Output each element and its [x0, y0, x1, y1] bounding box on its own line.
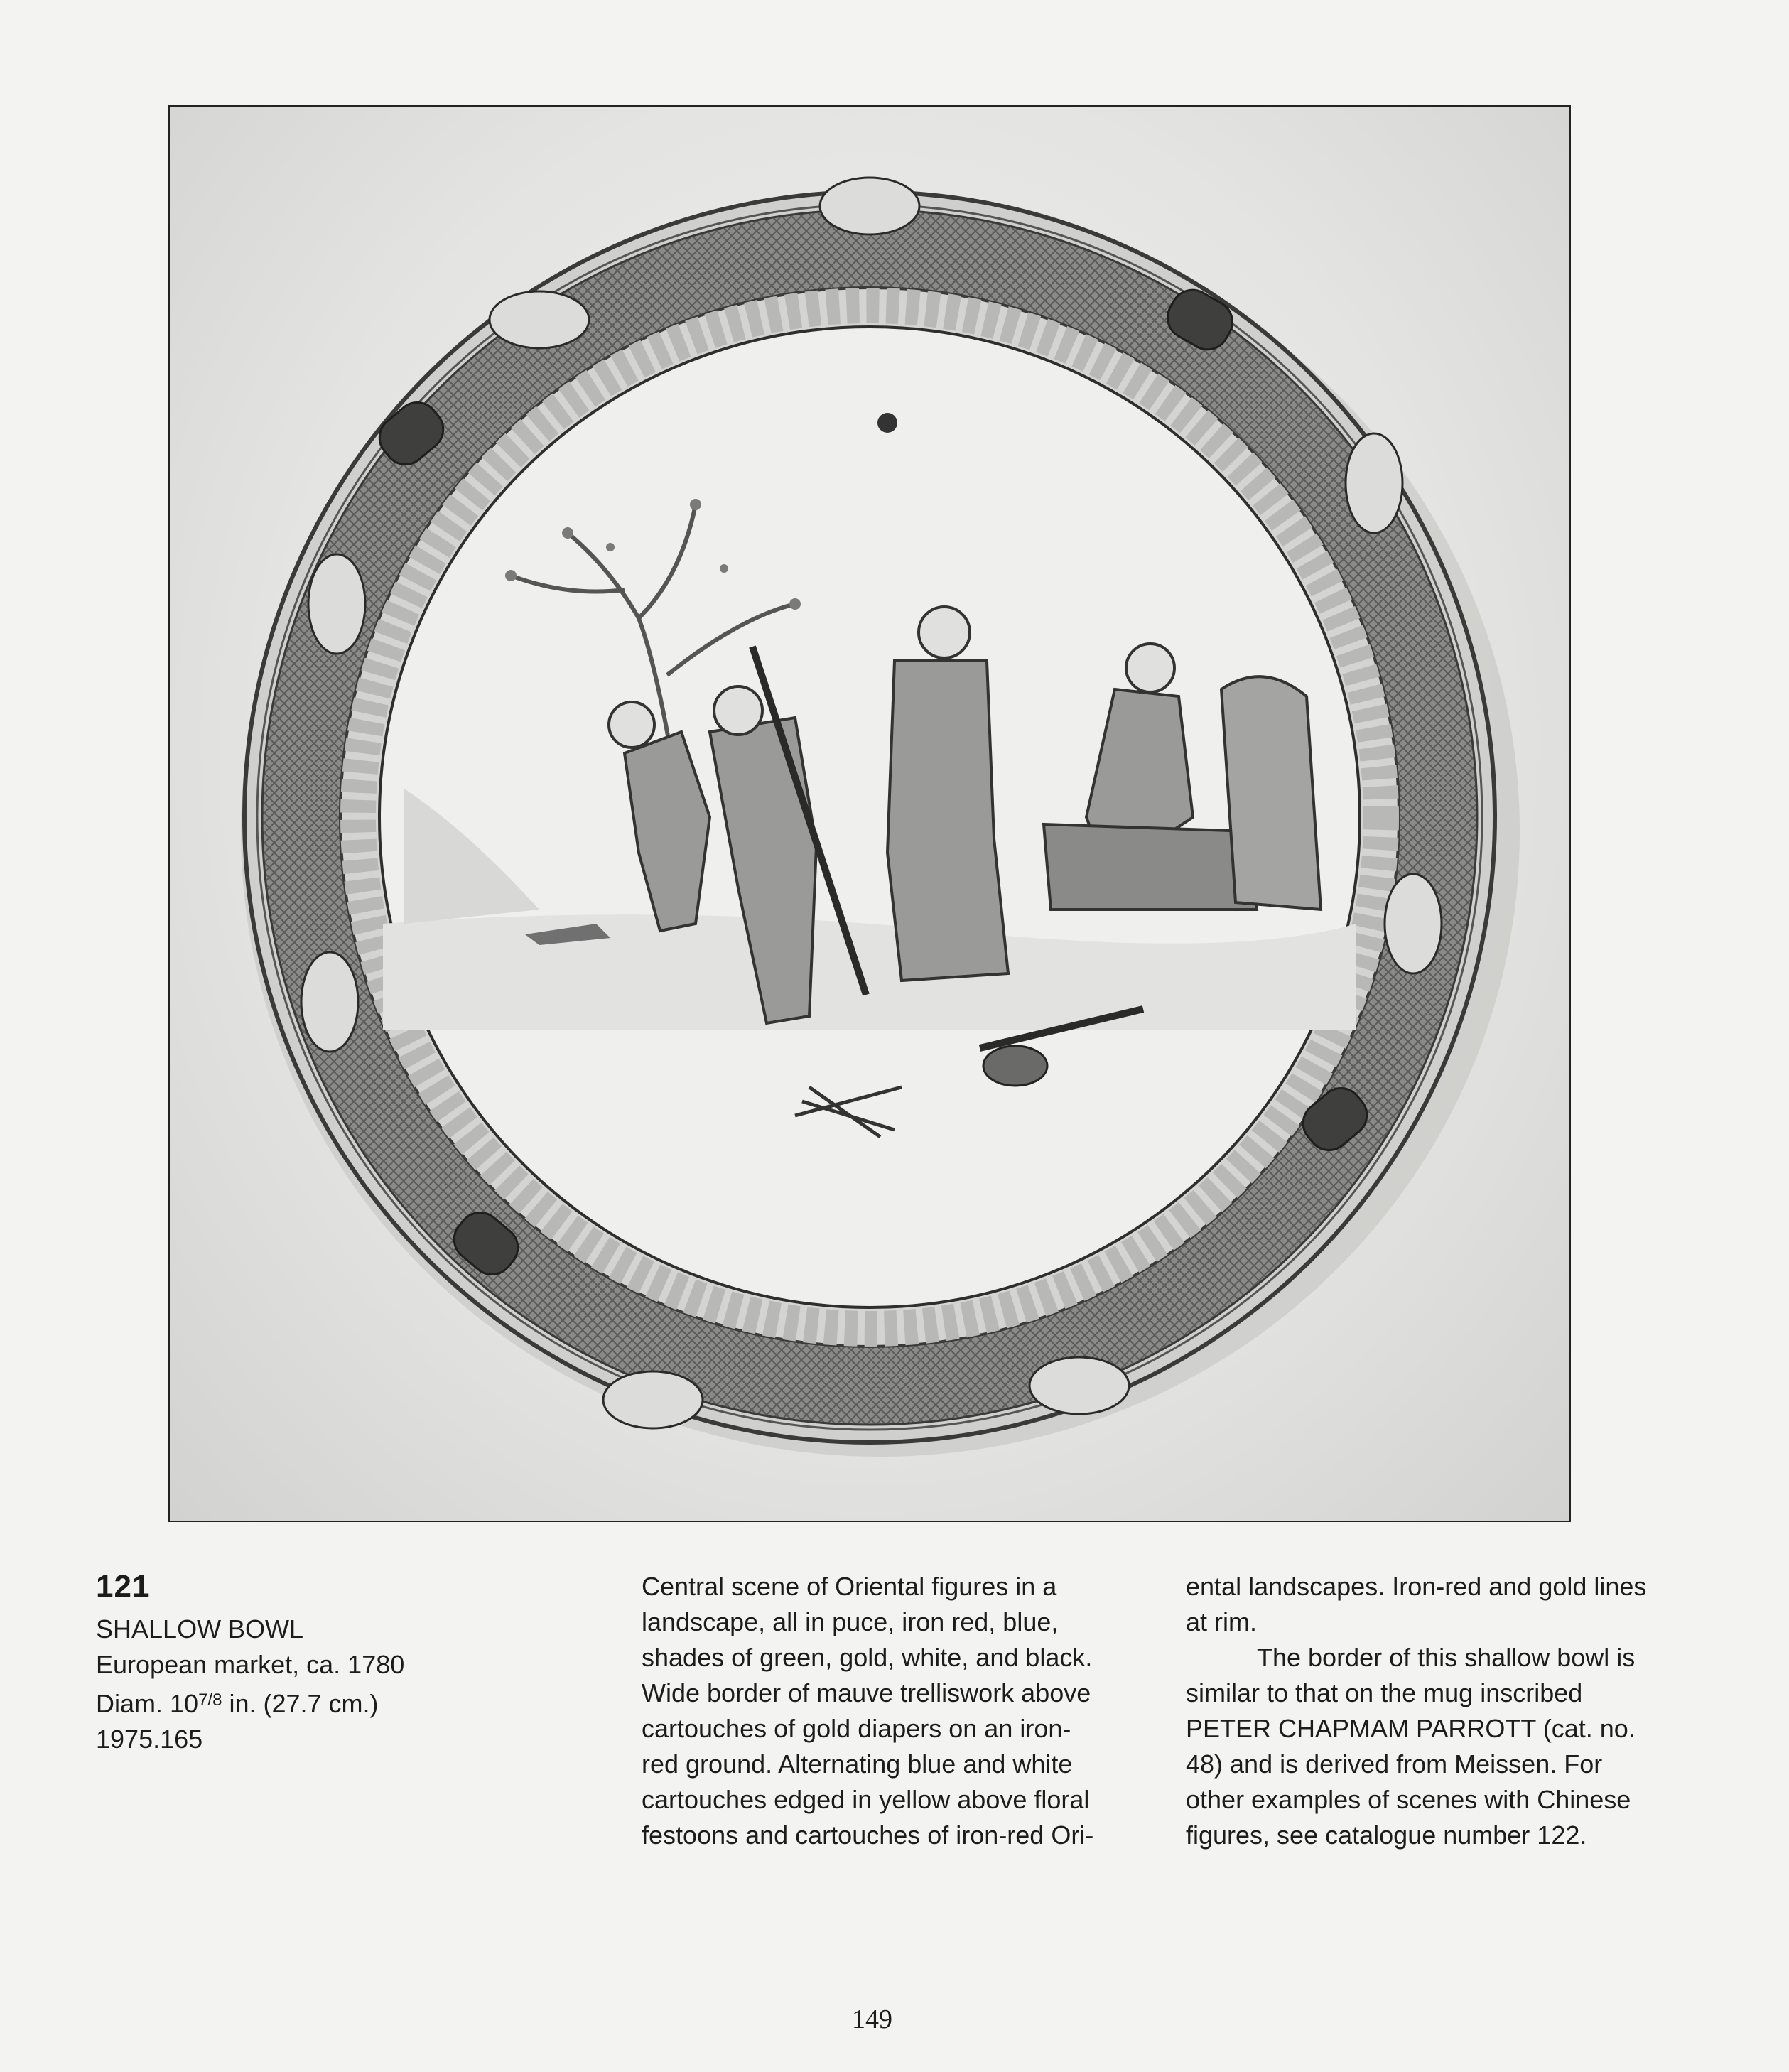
text-line: cartouches of gold diapers on an iron- — [642, 1714, 1071, 1743]
description-column-1 — [642, 1569, 1139, 1853]
page-number: 149 — [852, 2004, 892, 2034]
shallow-bowl-image — [170, 107, 1571, 1522]
text-line: Central scene of Oriental figures in a — [642, 1572, 1057, 1601]
description-column-2 — [1186, 1569, 1683, 1853]
dimensions-fraction: 7/8 — [198, 1690, 222, 1710]
text-line: red ground. Alternating blue and white — [642, 1749, 1073, 1779]
object-dimensions — [96, 1683, 404, 1722]
text-line: shades of green, gold, white, and black. — [642, 1643, 1093, 1672]
text-line: festoons and cartouches of iron-red Ori- — [642, 1820, 1094, 1850]
text-line: ental landscapes. Iron-red and gold lines — [1186, 1572, 1647, 1601]
text-line: landscape, all in puce, iron red, blue, — [642, 1607, 1059, 1636]
object-title: SHALLOW BOWL — [96, 1614, 304, 1644]
text-line: at rim. — [1186, 1607, 1258, 1636]
accession-number: 1975.165 — [96, 1725, 203, 1754]
text-line: Wide border of mauve trelliswork above — [642, 1678, 1091, 1707]
dimensions-prefix: Diam. 10 — [96, 1689, 199, 1718]
object-metadata — [96, 1612, 404, 1757]
text-line: 48) and is derived from Meissen. For — [1186, 1749, 1603, 1779]
catalogue-number: 121 — [96, 1569, 151, 1604]
text-line: PETER CHAPMAM PARROTT (cat. no. — [1186, 1714, 1636, 1743]
text-line: cartouches edged in yellow above floral — [642, 1785, 1090, 1814]
text-line: figures, see catalogue number 122. — [1186, 1820, 1587, 1850]
dimensions-suffix: in. (27.7 cm.) — [222, 1689, 379, 1718]
object-market: European market, ca. 1780 — [96, 1650, 405, 1679]
bowl-photograph — [168, 105, 1571, 1522]
text-line: other examples of scenes with Chinese — [1186, 1785, 1631, 1814]
paragraph-first-line: The border of this shallow bowl is — [1257, 1643, 1636, 1672]
text-line: similar to that on the mug inscribed — [1186, 1678, 1583, 1707]
